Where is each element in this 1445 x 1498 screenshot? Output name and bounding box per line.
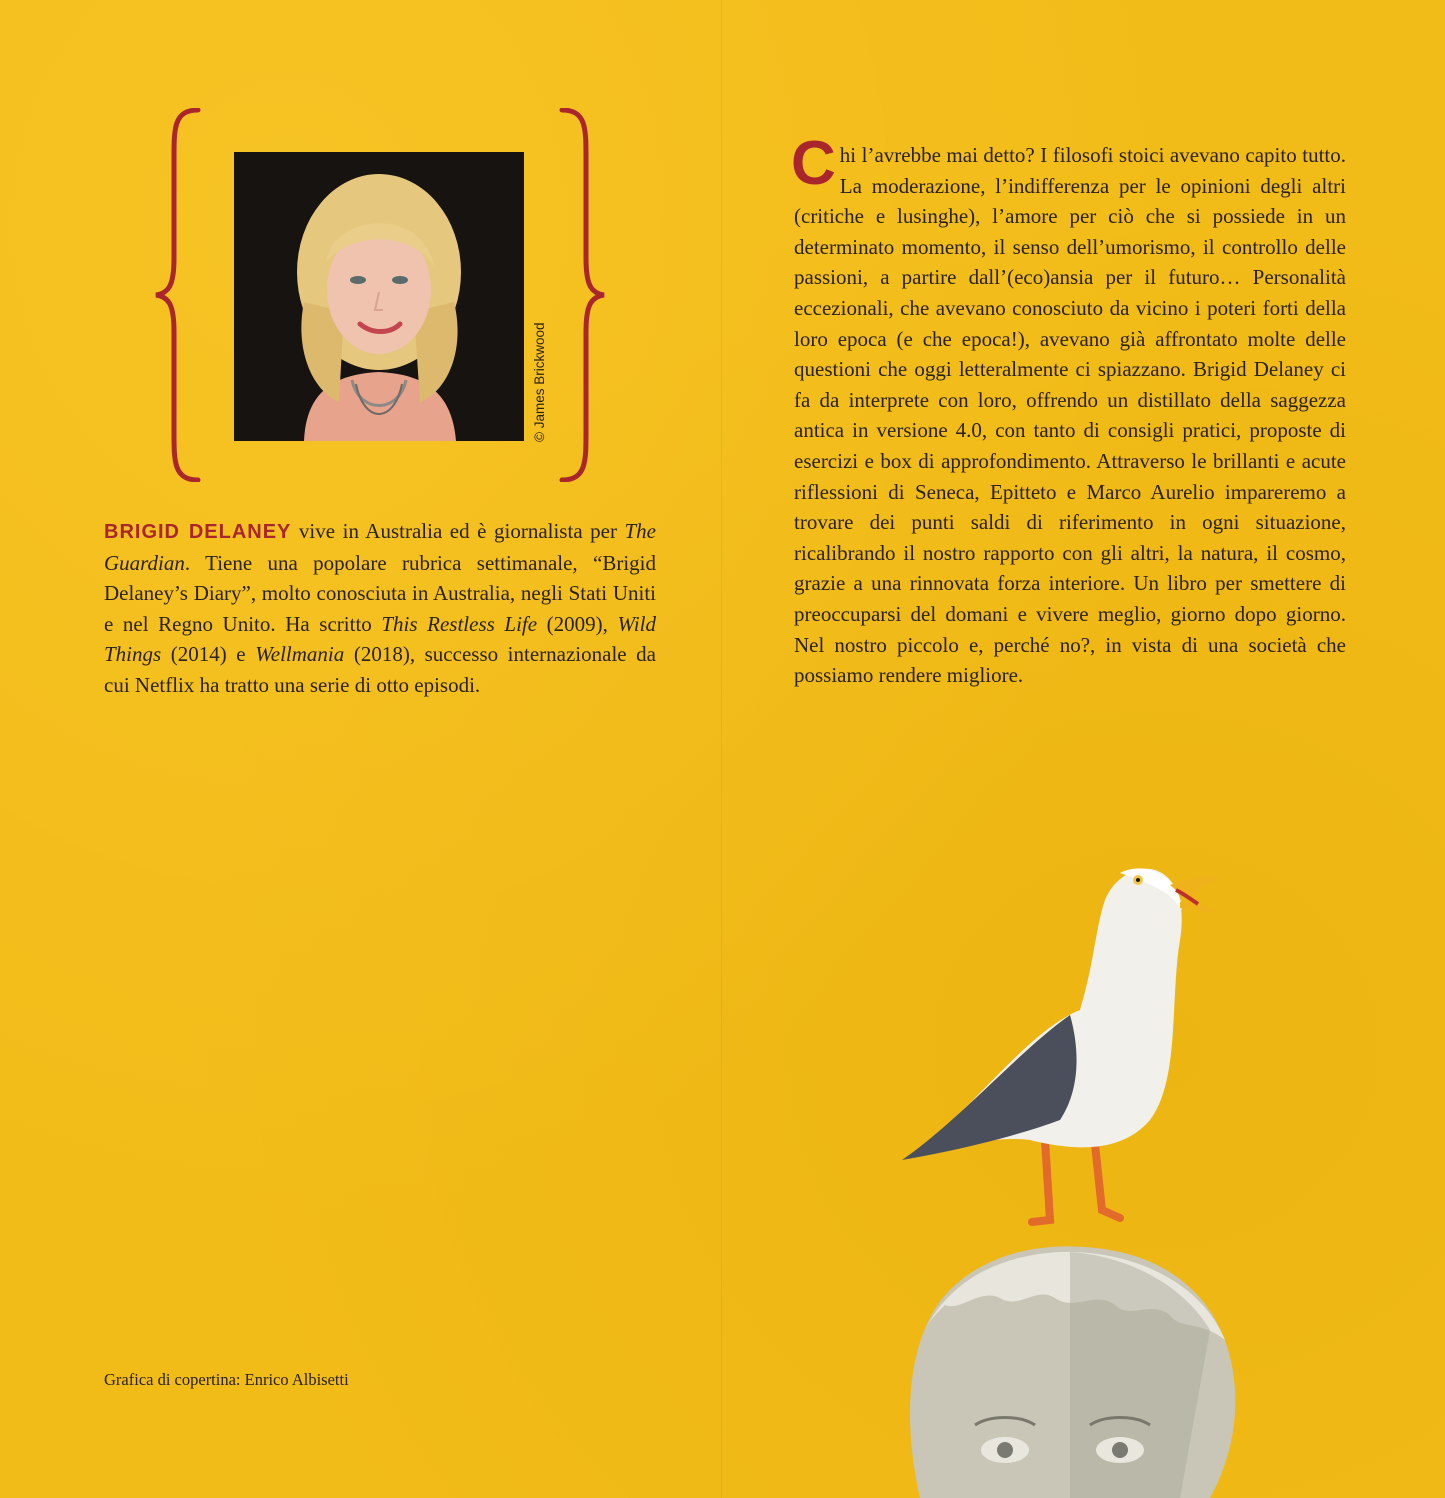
left-brace-ornament [152, 108, 204, 482]
author-bio: BRIGID DELANEY vive in Australia ed è giornalista per The Guardian. Tiene una popolare rubrica settimanale, “Brigid Delaney’s Diary”, molto conosciuta in Australia, negli Stati Uniti e nel Regno Unito. Ha scritto This Restless Life (2009), Wild Things (2014) e Wellmania (2018), successo internazionale da cui Netflix ha tratto una serie di otto episodi. [104, 519, 656, 697]
back-cover-blurb [791, 129, 1346, 691]
seagull-statue-icon [880, 850, 1280, 1498]
cover-design-credit: Grafica di copertina: Enrico Albisetti [104, 1370, 349, 1389]
drop-cap: C [791, 129, 836, 198]
author-name: BRIGID DELANEY [104, 521, 292, 543]
photo-credit: © James Brickwood [532, 322, 547, 442]
right-brace-ornament [556, 108, 608, 482]
author-photo [234, 152, 524, 441]
blurb-text: hi l’avrebbe mai detto? I filosofi stoici avevano capito tutto. La moderazione, l’indifferenza per le opinioni degli altri (critiche e lusinghe), l’amore per ciò che si possiede in un determinato momento, il senso dell’umorismo, il controllo delle passioni, a partire dall’(eco)ansia per il futuro… Personalità eccezionali, che avevano conosciuto da vicino i poteri forti della loro epoca (e che epoca!), avevano già affrontato molte delle questioni che oggi letteralmente ci spiazzano. Brigid Delaney ci fa da interprete con loro, offrendo un distillato della saggezza antica in versione 4.0, con tanto di consigli pratici, proposte di esercizi e box di approfondimento. Attraverso le brillanti e acute riflessioni di Seneca, Epitteto e Marco Aurelio impareremo a trovare dei punti saldi di riferimento in ogni situazione, ricalibrando il nostro rapporto con gli altri, la natura, il cosmo, grazie a una rinnovata forza interiore. Un libro per smettere di preoccuparsi del domani e vivere meglio, giorno dopo giorno. Nel nostro piccolo e, perché no?, in vista di una società che possiamo rendere migliore. [794, 143, 1346, 688]
spine-fold [721, 0, 723, 1498]
